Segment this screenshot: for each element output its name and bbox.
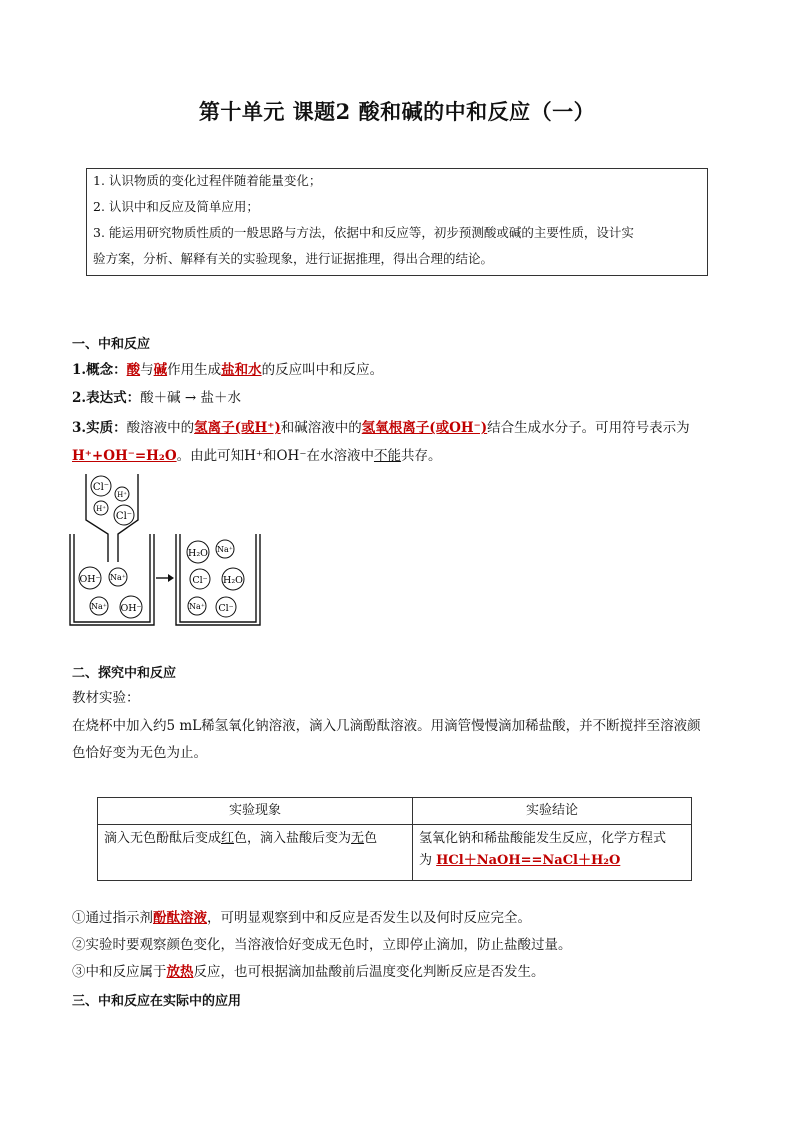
essence-text-2: 和碱溶液中的 <box>280 420 362 436</box>
note-1-phenolphthalein: 酚酞溶液 <box>153 910 207 926</box>
conclusion-line-2 <box>419 850 685 872</box>
ion-na-beaker2-1 <box>216 540 234 558</box>
concept-text-3: 的反应叫中和反应。 <box>261 362 384 378</box>
objective-2: 2. 认识中和反应及简单应用； <box>93 199 259 214</box>
ion-na-beaker2-2 <box>188 597 206 615</box>
svg-text:OH⁻: OH⁻ <box>79 574 101 585</box>
svg-text:Na⁺: Na⁺ <box>91 602 107 611</box>
note-3-text-a: ③中和反应属于 <box>72 964 167 980</box>
concept-text-2: 作用生成 <box>167 362 222 378</box>
expression-line <box>72 388 732 408</box>
expression-text: 酸＋碱 → 盐＋水 <box>140 390 241 406</box>
note-1-text-c: ，可明显观察到中和反应是否发生以及何时反应完全。 <box>207 910 531 926</box>
essence-label: 3.实质： <box>72 420 127 436</box>
essence-text-4: 。由此可知H⁺和OH⁻在水溶液中 <box>176 448 374 464</box>
procedure-line-1: 在烧杯中加入约5 mL稀氢氧化钠溶液，滴入几滴酚酞溶液。用滴管慢慢滴加稀盐酸，并不断搅拌至溶液颜 <box>72 718 701 734</box>
procedure-line-2: 色恰好变为无色为止。 <box>72 745 207 761</box>
objective-3: 3. 能运用研究物质性质的一般思路与方法，依据中和反应等，初步预测酸或碱的主要性质，设计实 <box>93 225 634 240</box>
phenomenon-red: 红 <box>221 831 235 846</box>
concept-acid: 酸 <box>126 362 141 378</box>
phenomenon-text-1: 滴入无色酚酞后变成 <box>104 831 222 846</box>
objective-1: 1. 认识物质的变化过程伴随着能量变化； <box>93 173 322 188</box>
note-3-exothermic: 放热 <box>166 964 194 980</box>
section-1-heading: 一、中和反应 <box>72 337 151 352</box>
concept-salt-water: 盐和水 <box>221 362 262 378</box>
neutralization-diagram <box>68 470 268 628</box>
essence-text-5: 共存。 <box>400 448 442 464</box>
essence-line-2 <box>72 446 732 466</box>
svg-text:Cl⁻: Cl⁻ <box>218 603 234 614</box>
reaction-arrow-head <box>168 574 174 582</box>
concept-base: 碱 <box>153 362 168 378</box>
section-3-heading: 三、中和反应在实际中的应用 <box>72 994 242 1009</box>
section-2-heading: 二、探究中和反应 <box>72 666 177 681</box>
concept-line <box>72 360 732 380</box>
svg-text:Na⁺: Na⁺ <box>110 573 126 582</box>
page-title: 第十单元 课题2 酸和碱的中和反应（一） <box>198 99 596 124</box>
objective-3-cont: 验方案，分析、解释有关的实验现象，进行证据推理，得出合理的结论。 <box>93 251 494 266</box>
svg-text:Na⁺: Na⁺ <box>189 602 205 611</box>
svg-text:Cl⁻: Cl⁻ <box>92 482 110 493</box>
molecule-h2o-beaker2-1 <box>187 541 209 563</box>
ion-cl-funnel-1 <box>91 476 111 496</box>
objectives-box <box>86 168 708 276</box>
conclusion-equation: HCl＋NaOH==NaCl＋H₂O <box>436 853 621 868</box>
section-2-subheading: 教材实验： <box>72 690 140 706</box>
expression-label: 2.表达式： <box>72 390 141 406</box>
svg-text:H₂O: H₂O <box>188 548 208 559</box>
svg-text:Cl⁻: Cl⁻ <box>192 575 208 586</box>
svg-text:H₂O: H₂O <box>223 575 243 586</box>
essence-oh-ion: 氢氧根离子(或OH⁻) <box>361 420 488 436</box>
essence-equation: H⁺+OH⁻=H₂O <box>72 448 177 464</box>
note-3 <box>72 962 732 982</box>
ion-cl-beaker2-1 <box>190 569 210 589</box>
conclusion-text-2: 为 <box>419 853 437 868</box>
essence-line-1 <box>72 418 732 438</box>
concept-label: 1.概念： <box>72 362 127 378</box>
ion-na-beaker1-1 <box>109 568 127 586</box>
note-1-text-a: ①通过指示剂 <box>72 910 153 926</box>
svg-text:Na⁺: Na⁺ <box>217 545 233 554</box>
note-2: ②实验时要观察颜色变化，当溶液恰好变成无色时，立即停止滴加，防止盐酸过量。 <box>72 937 572 953</box>
svg-text:Cl⁻: Cl⁻ <box>115 511 133 522</box>
ion-cl-funnel-2 <box>114 505 134 525</box>
essence-text-1: 酸溶液中的 <box>126 420 195 436</box>
svg-text:H⁺: H⁺ <box>117 491 127 499</box>
ion-h-funnel-2 <box>94 501 108 515</box>
essence-cannot: 不能 <box>373 448 401 464</box>
essence-h-ion: 氢离子(或H⁺) <box>194 420 281 436</box>
essence-text-3: 结合生成水分子。可用符号表示为 <box>487 420 690 436</box>
phenomenon-none: 无 <box>351 831 365 846</box>
table-header-conclusion: 实验结论 <box>413 798 692 825</box>
conclusion-line-1: 氢氧化钠和稀盐酸能发生反应，化学方程式 <box>419 831 667 846</box>
ion-cl-beaker2-2 <box>216 597 236 617</box>
phenomenon-text-2: 色，滴入盐酸后变为 <box>234 831 352 846</box>
svg-text:H⁺: H⁺ <box>96 505 106 513</box>
concept-text-1: 与 <box>140 362 154 378</box>
phenomenon-text-3: 色 <box>364 831 378 846</box>
note-1 <box>72 908 732 928</box>
ion-na-beaker1-2 <box>90 597 108 615</box>
table-header-phenomenon: 实验现象 <box>98 798 413 825</box>
ion-oh-beaker1-2 <box>120 596 142 618</box>
ion-h-funnel-1 <box>115 487 129 501</box>
experiment-table <box>97 797 692 881</box>
table-cell-conclusion <box>413 825 692 881</box>
ion-oh-beaker1-1 <box>79 567 101 589</box>
svg-text:OH⁻: OH⁻ <box>120 603 142 614</box>
table-cell-phenomenon <box>98 825 413 881</box>
molecule-h2o-beaker2-2 <box>222 568 244 590</box>
note-3-text-c: 反应，也可根据滴加盐酸前后温度变化判断反应是否发生。 <box>193 964 545 980</box>
